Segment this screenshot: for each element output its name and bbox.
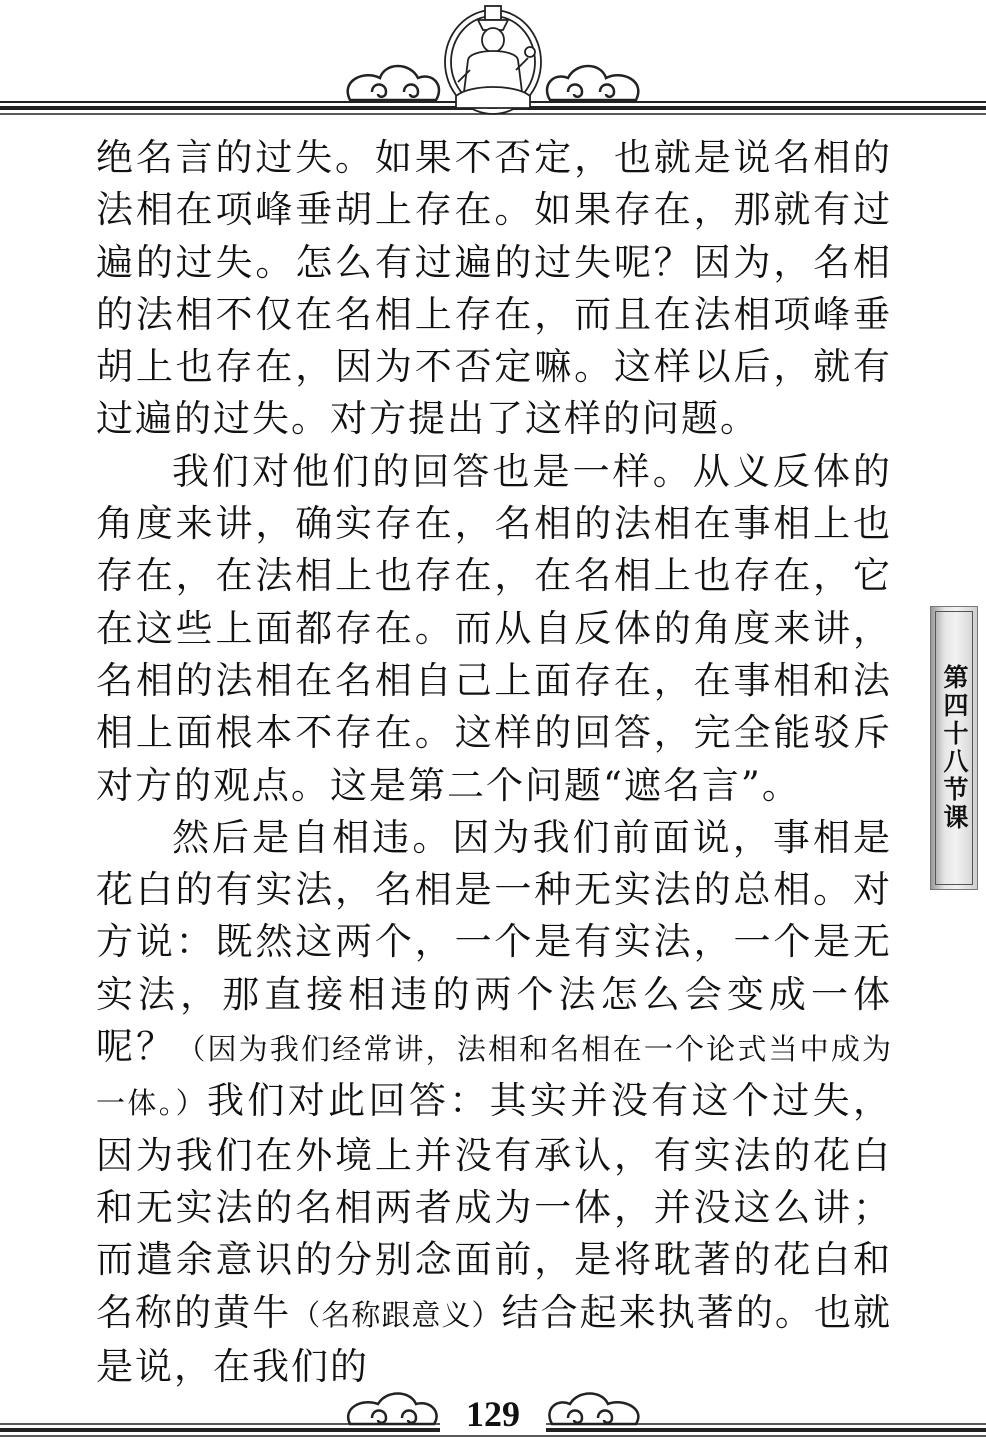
cloud-scroll-left-icon — [348, 1394, 436, 1425]
paragraph-3 — [96, 812, 892, 1393]
paragraph-3-part-b: 我们对此回答：其实并没有这个过失，因为我们在外境上并没有承认，有实法的花白和无实法的名相两者成为一体，并没这么讲；而遣余意识的分别念面前，是将耽著的花白和名称的黄牛 — [96, 1079, 892, 1334]
paragraph-3-part-c: 结合起来执著的。也就是说，在我们的 — [96, 1290, 892, 1388]
body-text — [96, 132, 892, 1393]
cloud-scroll-right-icon — [549, 1394, 638, 1425]
paragraph-1: 绝名言的过失。如果不否定，也就是说名相的法相在项峰垂胡上存在。如果存在，那就有过遍的过失。怎么有过遍的过失呢？因为，名相的法相不仅在名相上存在，而且在法相项峰垂胡上也存在，因为不否定嘛。这样以后，就有过遍的过失。对方提出了这样的问题。 — [96, 136, 892, 441]
cloud-scroll-left-icon — [348, 66, 439, 100]
chapter-label: 第四十八节课 — [935, 611, 973, 885]
deity-figure-icon — [445, 6, 541, 114]
cloud-scroll-right-icon — [547, 66, 638, 100]
page-number: 129 — [466, 1394, 520, 1434]
parenthetical-note: （名称跟意义） — [291, 1297, 502, 1332]
paragraph-3-part-a: 然后是自相违。因为我们前面说，事相是花白的有实法，名相是一种无实法的总相。对方说：既然这两个，一个是有实法，一个是无实法，那直接相违的两个法怎么会变成一体呢？ — [96, 815, 892, 1069]
header-ornament — [0, 0, 986, 130]
parenthetical-note: （因为我们经常讲，法相和名相在一个论式当中成为一体。） — [96, 1032, 892, 1121]
paragraph-2: 我们对他们的回答也是一样。从义反体的角度来讲，确实存在，名相的法相在事相上也存在，在法相上也存在，在名相上也存在，它在这些上面都存在。而从自反体的角度来讲，名相的法相在名相自己上面存在，在事相和法相上面根本不存在。这样的回答，完全能驳斥对方的观点。这是第二个问题“遮名言”。 — [96, 449, 892, 807]
chapter-side-tab — [930, 606, 978, 890]
